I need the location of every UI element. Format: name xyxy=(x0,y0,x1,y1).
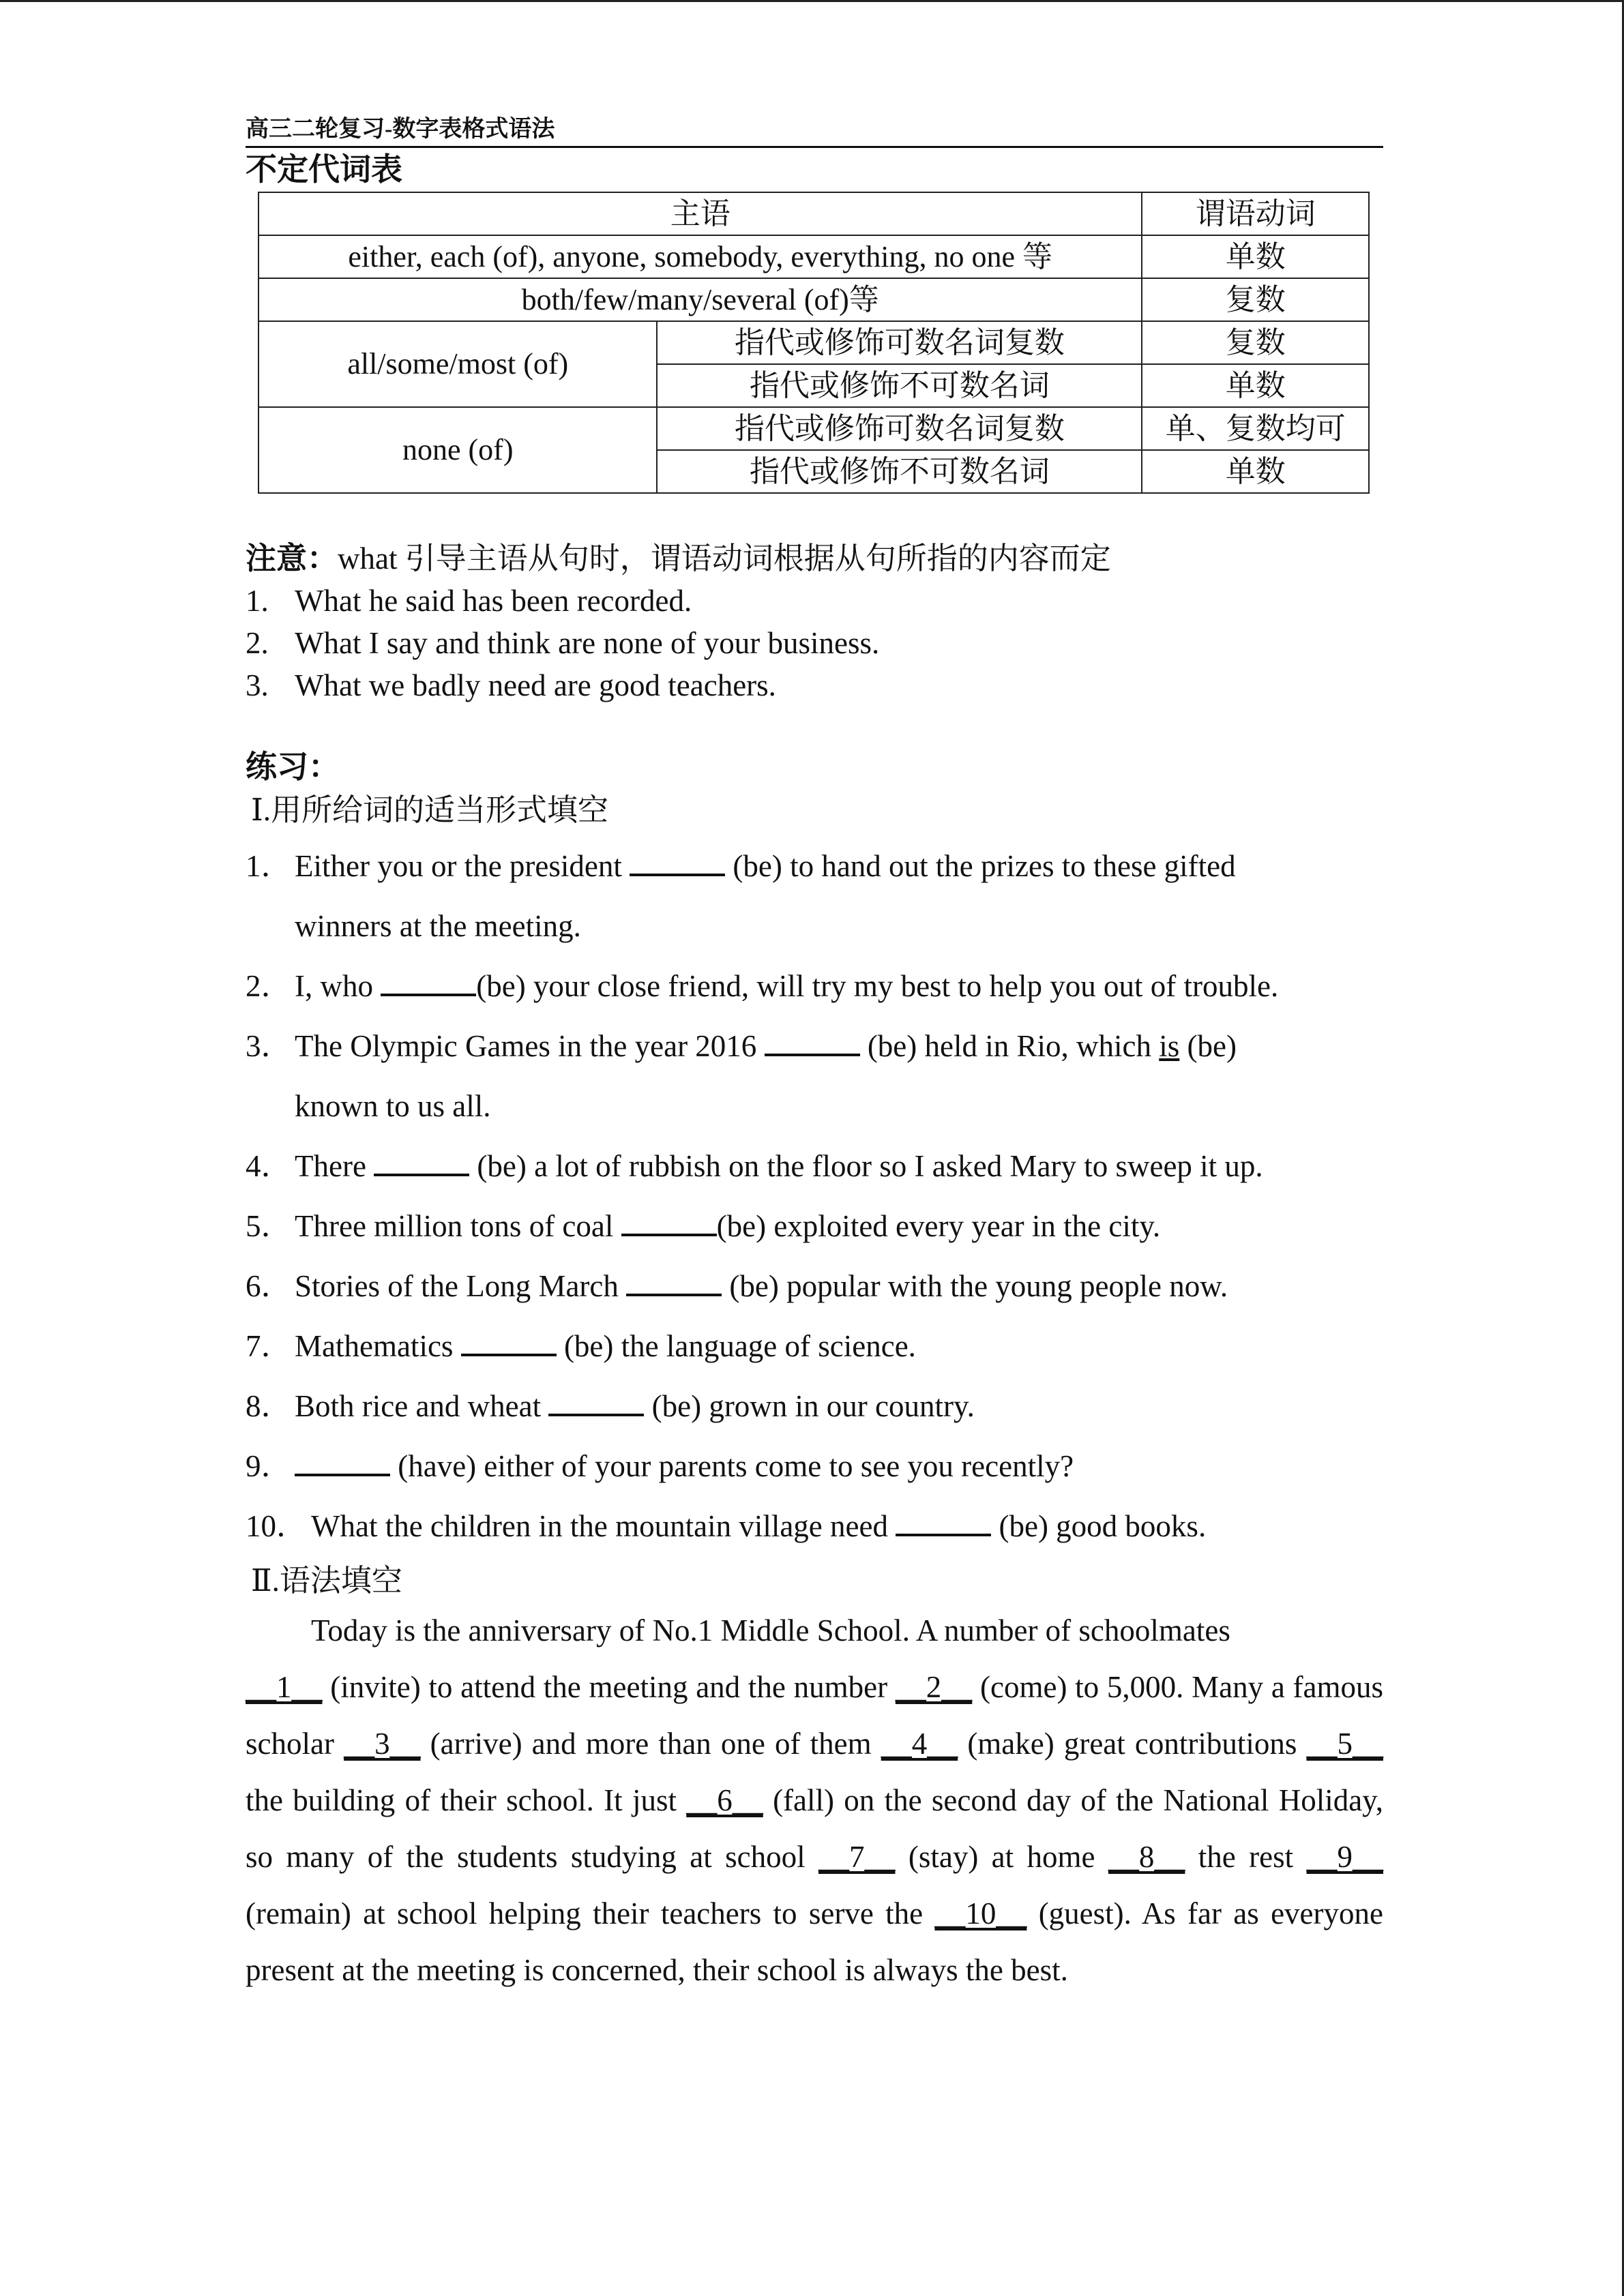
passage-blank[interactable]: __7__ xyxy=(818,1840,896,1874)
item-text: (be) xyxy=(1179,1029,1237,1063)
item-text: (be) your close friend, will try my best to help you out of trouble. xyxy=(476,969,1279,1003)
example-text: What I say and think are none of your business. xyxy=(295,626,880,660)
item-text: (be) the language of science. xyxy=(556,1329,916,1363)
answer-blank[interactable] xyxy=(295,1449,390,1476)
item-text: Both rice and wheat xyxy=(295,1389,549,1423)
table-row xyxy=(259,407,1369,450)
item-text: (be) a lot of rubbish on the floor so I asked Mary to sweep it up. xyxy=(469,1149,1263,1183)
item-text: I, who xyxy=(295,969,381,1003)
row-condition: 指代或修饰不可数名词 xyxy=(657,450,1142,493)
example-number: 1. xyxy=(246,584,269,618)
table-row xyxy=(259,278,1369,321)
answer-blank[interactable] xyxy=(765,1029,860,1056)
page-border-top xyxy=(0,0,1624,2)
item-text: Either you or the president xyxy=(295,849,630,883)
part2-title: Ⅱ.语法填空 xyxy=(251,1564,402,1598)
exercise-item xyxy=(246,1256,1383,1316)
indefinite-pronoun-table xyxy=(258,192,1370,494)
answer-blank[interactable] xyxy=(630,849,725,876)
answer-blank[interactable] xyxy=(548,1389,644,1416)
exercise-item xyxy=(246,1196,1383,1256)
item-text: What the children in the mountain village need xyxy=(311,1509,896,1543)
item-text: Mathematics xyxy=(295,1329,461,1363)
table-section-title: 不定代词表 xyxy=(246,152,402,187)
passage-text: (guest). As far as everyone present at the meeting is concerned, their school is always the best. xyxy=(246,1896,1383,1987)
item-text: Stories of the Long March xyxy=(295,1269,627,1303)
passage-blank[interactable]: __5__ xyxy=(1306,1727,1383,1761)
answer-blank[interactable] xyxy=(461,1329,557,1356)
exercise-item xyxy=(246,1436,1383,1496)
item-text: The Olympic Games in the year 2016 xyxy=(295,1029,765,1063)
row-condition: 指代或修饰不可数名词 xyxy=(657,364,1142,407)
item-text: (have) either of your parents come to see you recently? xyxy=(390,1449,1074,1483)
header-verb: 谓语动词 xyxy=(1142,192,1369,235)
exercise-item xyxy=(246,1136,1383,1196)
row-condition: 指代或修饰可数名词复数 xyxy=(657,407,1142,450)
exercise-item xyxy=(246,956,1383,1016)
example-sentence xyxy=(246,622,1383,664)
item-number: 5． xyxy=(246,1209,292,1243)
passage-blank[interactable]: __6__ xyxy=(686,1783,763,1817)
passage-blank[interactable]: __9__ xyxy=(1306,1840,1383,1874)
passage-blank[interactable]: __2__ xyxy=(895,1670,973,1704)
item-number: 9． xyxy=(246,1449,292,1483)
row-verb: 单、复数均可 xyxy=(1142,407,1369,450)
answer-blank[interactable] xyxy=(896,1509,991,1536)
practice-label: 练习： xyxy=(246,749,340,784)
item-text: (be) to hand out the prizes to these gifted xyxy=(725,849,1236,883)
item-number: 1． xyxy=(246,849,292,883)
exercise-item xyxy=(246,836,1383,956)
running-title: 高三二轮复习-数字表格式语法 xyxy=(246,117,555,142)
passage-text: (come) to 5,000. Many a famous scholar xyxy=(246,1670,1383,1761)
passage-text: Today is the anniversary of No.1 Middle School. A number of schoolmates xyxy=(311,1613,1230,1648)
note-text: what 引导主语从句时，谓语动词根据从句所指的内容而定 xyxy=(338,541,1111,576)
exercise-item xyxy=(246,1016,1383,1136)
item-text: There xyxy=(295,1149,374,1183)
passage-text: (make) great contributions xyxy=(958,1727,1307,1761)
row-verb: 单数 xyxy=(1142,450,1369,493)
example-number: 2. xyxy=(246,626,269,660)
answer-blank[interactable] xyxy=(374,1149,469,1176)
answer-blank[interactable] xyxy=(626,1269,722,1296)
header-rule xyxy=(246,146,1383,148)
answer-blank[interactable] xyxy=(381,969,476,996)
exercise-item xyxy=(246,1316,1383,1376)
header-subject: 主语 xyxy=(259,192,1142,235)
passage-blank[interactable]: __4__ xyxy=(881,1727,958,1761)
row-verb: 复数 xyxy=(1142,278,1369,321)
table-header-row xyxy=(259,192,1369,235)
exercise-item xyxy=(246,1376,1383,1436)
passage-text: (fall) on the second day of the National Holiday, so many of the students studying at school xyxy=(246,1783,1383,1874)
item-continuation: known to us all. xyxy=(295,1089,491,1123)
underlined-word: is xyxy=(1159,1029,1180,1063)
passage-text: (stay) at home xyxy=(895,1840,1108,1874)
passage-blank[interactable]: __8__ xyxy=(1108,1840,1185,1874)
item-text: (be) exploited every year in the city. xyxy=(716,1209,1161,1243)
passage-blank[interactable]: __1__ xyxy=(246,1670,323,1704)
item-number: 3． xyxy=(246,1029,292,1063)
example-text: What he said has been recorded. xyxy=(295,584,692,618)
row-subject: both/few/many/several (of)等 xyxy=(259,278,1142,321)
example-sentence xyxy=(246,664,1383,706)
example-text: What we badly need are good teachers. xyxy=(295,668,776,702)
item-text: (be) held in Rio, which xyxy=(859,1029,1160,1063)
passage-text: (remain) at school helping their teachers to serve the xyxy=(246,1896,935,1930)
item-number: 4． xyxy=(246,1149,292,1183)
part1-title: Ⅰ.用所给词的适当形式填空 xyxy=(251,793,609,827)
item-number: 6． xyxy=(246,1269,292,1303)
item-number: 10． xyxy=(246,1509,308,1543)
row-verb: 复数 xyxy=(1142,321,1369,364)
table-row xyxy=(259,321,1369,364)
cloze-passage xyxy=(246,1602,1383,1999)
passage-text: (invite) to attend the meeting and the number xyxy=(322,1670,896,1704)
item-text: Three million tons of coal xyxy=(295,1209,621,1243)
passage-text: the rest xyxy=(1185,1840,1307,1874)
note-label: 注意： xyxy=(246,541,338,576)
row-verb: 单数 xyxy=(1142,235,1369,278)
exercise-item xyxy=(246,1496,1383,1556)
table-row xyxy=(259,235,1369,278)
passage-text: (arrive) and more than one of them xyxy=(420,1727,881,1761)
group-subject: none (of) xyxy=(259,407,657,493)
item-continuation: winners at the meeting. xyxy=(295,909,581,943)
row-subject: either, each (of), anyone, somebody, everything, no one 等 xyxy=(259,235,1142,278)
row-verb: 单数 xyxy=(1142,364,1369,407)
answer-blank[interactable] xyxy=(621,1209,717,1236)
passage-text: the building of their school. It just xyxy=(246,1783,687,1817)
item-number: 2． xyxy=(246,969,292,1003)
row-condition: 指代或修饰可数名词复数 xyxy=(657,321,1142,364)
passage-blank[interactable]: __3__ xyxy=(344,1727,421,1761)
item-text: (be) grown in our country. xyxy=(644,1389,975,1423)
example-sentence xyxy=(246,580,1383,622)
page-content xyxy=(246,115,1383,1999)
note-line xyxy=(246,537,1383,580)
passage-blank[interactable]: __10__ xyxy=(934,1896,1027,1930)
item-text: (be) popular with the young people now. xyxy=(722,1269,1228,1303)
exercise-list xyxy=(246,836,1383,1556)
item-number: 8． xyxy=(246,1389,292,1423)
item-number: 7． xyxy=(246,1329,292,1363)
item-text: (be) good books. xyxy=(991,1509,1207,1543)
example-number: 3. xyxy=(246,668,269,702)
group-subject: all/some/most (of) xyxy=(259,321,657,407)
